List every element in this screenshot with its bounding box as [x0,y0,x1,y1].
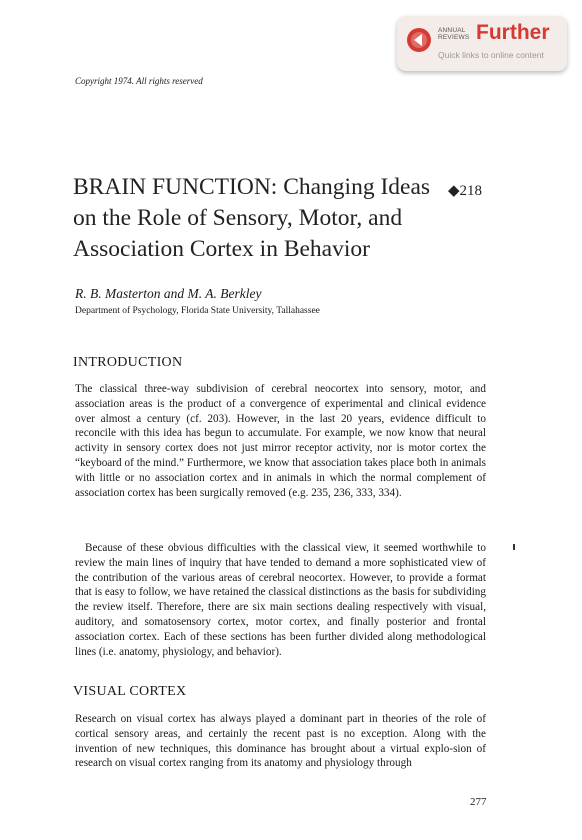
arrow-logo-icon [406,27,432,53]
section-heading-visual-cortex: VISUAL CORTEX [73,684,187,699]
further-wordmark: Further [476,21,550,44]
visual-paragraph-1: Research on visual cortex has always played a dominant part in theories of the role of cortical sensory areas, and certainly the recent past is no exception. Along with the invention of new techniques, this dominance has brought about a virtual explo-sion of research on visual cortex ranging from its anatomy and physiology through [75,713,486,770]
intro-paragraph-1: The classical three-way subdivision of cerebral neocortex into sensory, motor, and association areas is the product of a convergence of experimental and clinical evidence over almost a century (cf. 203). However, in the last 20 years, evidence difficult to reconcile with this idea has begun to accumulate. For example, we now know that neural activity in sensory cortex does not just mirror receptor activity, nor is motor cortex the “keyboard of the mind.” Furthermore, we know that association takes place both in animals with little or no association cortex and in animals in which the normal complement of association cortex has been surgically removed (e.g. 235, 236, 333, 334). [75,383,486,499]
further-badge[interactable] [397,16,567,71]
section-heading-introduction: INTRODUCTION [73,355,183,370]
intro-paragraph-2: Because of these obvious difficulties with the classical view, it seemed worthwhile to review the main lines of inquiry that have tended to demand a more sophisticated view of the contribution of the various areas of cerebral neocortex. However, to provide a format that is easy to follow, we have retained the classical distinctions as the basis for subdividing the review itself. Therefore, there are six main sections dealing respectively with visual, auditory, and somatosensory cortex, motor cortex, and finally posterior and frontal association cortex. Each of these sections has been further divided along methodological lines (i.e. anatomy, physiology, and behavior). [75,542,486,658]
authors: R. B. Masterton and M. A. Berkley [75,286,262,301]
annual-reviews-label [438,27,469,41]
copyright-notice: Copyright 1974. All rights reserved [75,76,203,86]
reviews-line: REVIEWS [438,34,470,41]
article-code: ◆218 [448,183,483,199]
article-title: BRAIN FUNCTION: Changing Ideas on the Role of Sensory, Motor, and Association Cortex in Behavior [73,174,431,262]
annual-line: ANNUAL [438,27,466,34]
further-subtitle: Quick links to online content [438,50,544,60]
affiliation: Department of Psychology, Florida State University, Tallahassee [75,306,320,316]
margin-mark [513,544,515,550]
page-number: 277 [470,796,487,808]
